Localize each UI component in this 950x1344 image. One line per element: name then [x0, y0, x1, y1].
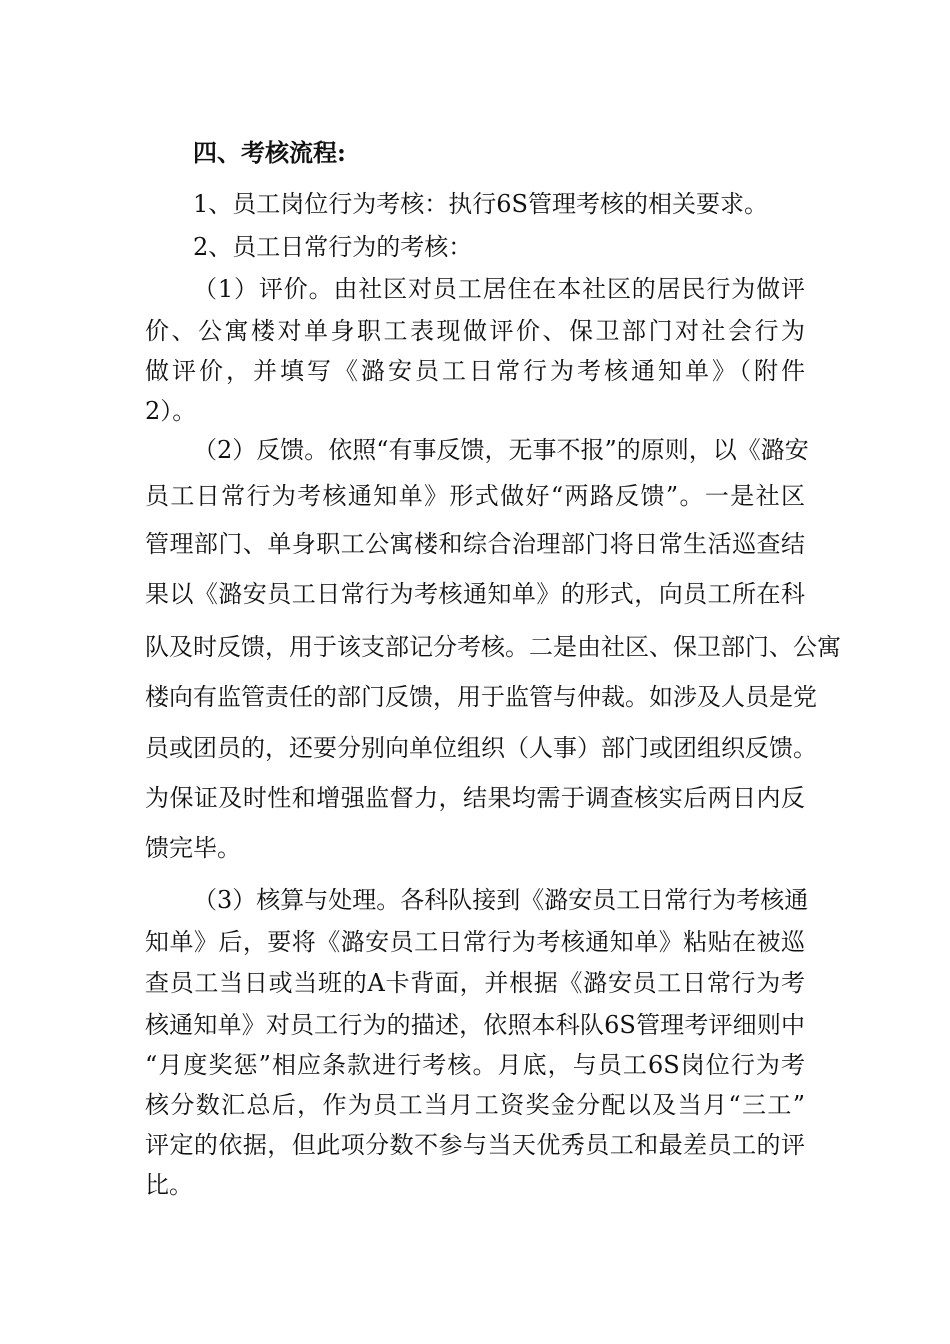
paragraph-feedback-line-7: 员或团员的，还要分别向单位组织（人事）部门或团组织反馈。	[145, 734, 817, 762]
paragraph-feedback-line-8: 为保证及时性和增强监督力，结果均需于调查核实后两日内反	[145, 784, 805, 812]
paragraph-evaluation-line-2: 价、公寓楼对单身职工表现做评价、保卫部门对社会行为	[145, 317, 805, 345]
paragraph-processing-line-6: 核分数汇总后，作为员工当月工资奖金分配以及当月“三工”	[145, 1091, 805, 1119]
paragraph-evaluation-line-4: 2）。	[145, 397, 197, 425]
list-item-1: 1、员工岗位行为考核：执行6S管理考核的相关要求。	[193, 190, 768, 218]
paragraph-feedback-line-1: （2）反馈。依照“有事反馈，无事不报”的原则，以《潞安	[193, 436, 809, 464]
paragraph-evaluation-line-3: 做评价，并填写《潞安员工日常行为考核通知单》（附件	[145, 357, 805, 385]
section-heading: 四、考核流程:	[193, 138, 346, 167]
paragraph-processing-line-5: “月度奖惩”相应条款进行考核。月底，与员工6S岗位行为考	[145, 1051, 805, 1079]
paragraph-feedback-line-4: 果以《潞安员工日常行为考核通知单》的形式，向员工所在科	[145, 580, 805, 608]
paragraph-processing-line-4: 核通知单》对员工行为的描述，依照本科队6S管理考评细则中	[145, 1011, 805, 1039]
paragraph-feedback-line-2: 员工日常行为考核通知单》形式做好“两路反馈”。一是社区	[145, 482, 805, 510]
paragraph-feedback-line-3: 管理部门、单身职工公寓楼和综合治理部门将日常生活巡查结	[145, 530, 805, 558]
paragraph-feedback-line-6: 楼向有监管责任的部门反馈，用于监管与仲裁。如涉及人员是党	[145, 683, 817, 711]
paragraph-evaluation-line-1: （1）评价。由社区对员工居住在本社区的居民行为做评	[193, 275, 805, 303]
paragraph-processing-line-2: 知单》后，要将《潞安员工日常行为考核通知单》粘贴在被巡	[145, 928, 805, 956]
paragraph-processing-line-7: 评定的依据，但此项分数不参与当天优秀员工和最差员工的评	[145, 1131, 805, 1159]
paragraph-processing-line-3: 查员工当日或当班的A卡背面，并根据《潞安员工日常行为考	[145, 969, 805, 997]
paragraph-feedback-line-5: 队及时反馈，用于该支部记分考核。二是由社区、保卫部门、公寓	[145, 633, 841, 661]
paragraph-feedback-line-9: 馈完毕。	[145, 834, 241, 862]
paragraph-processing-line-1: （3）核算与处理。各科队接到《潞安员工日常行为考核通	[193, 886, 809, 914]
list-item-2: 2、员工日常行为的考核：	[193, 233, 473, 261]
paragraph-processing-line-8: 比。	[145, 1171, 193, 1199]
